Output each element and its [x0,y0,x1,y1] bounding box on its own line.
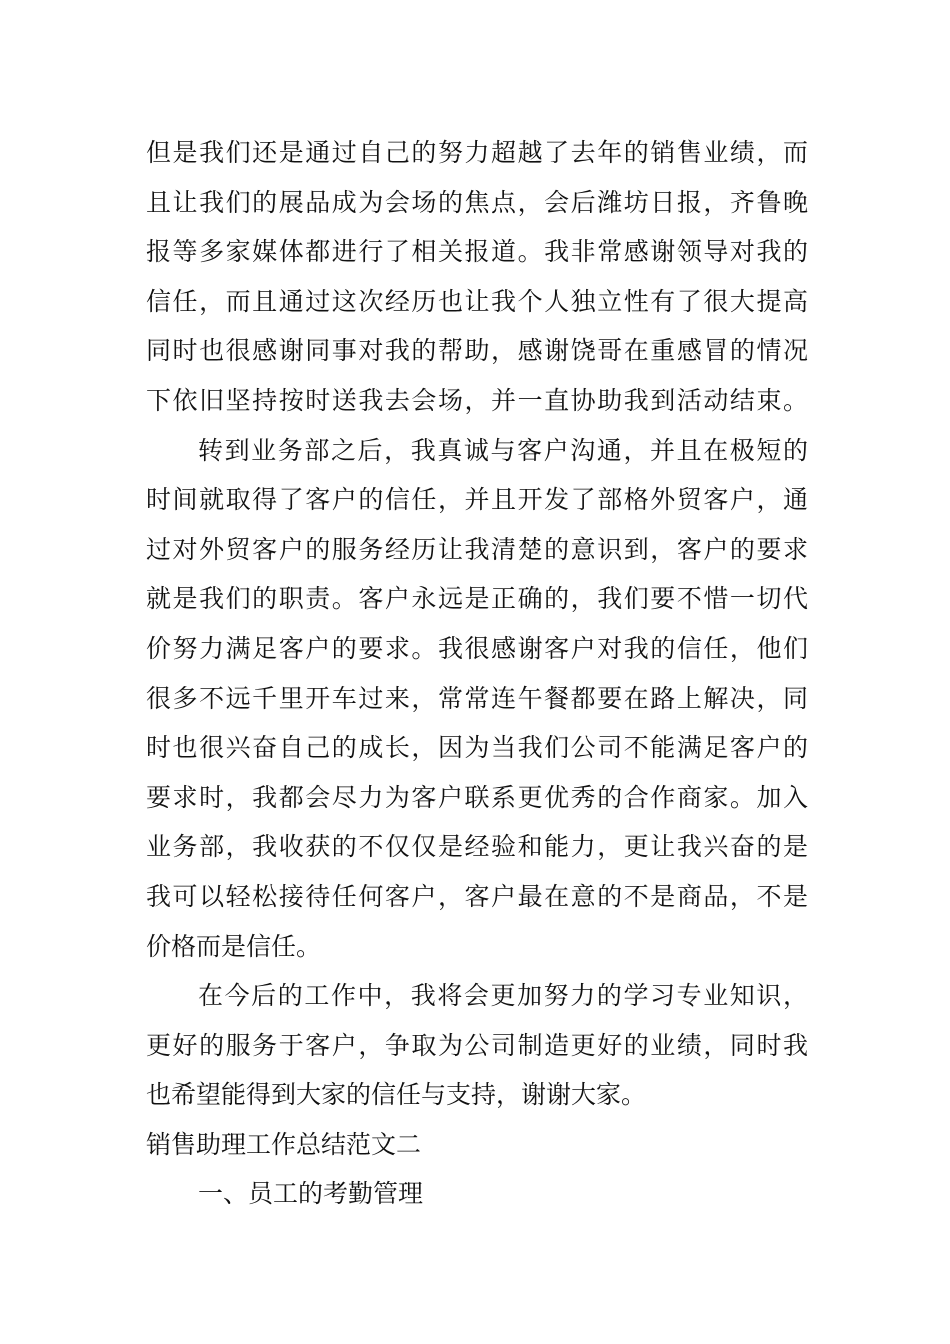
text-line: 下依旧坚持按时送我去会场，并一直协助我到活动结束。 [146,385,808,415]
text-line: 我可以轻松接待任何客户，客户最在意的不是商品，不是 [146,881,808,911]
text-line: 业务部，我收获的不仅仅是经验和能力，更让我兴奋的是 [146,832,808,862]
text-line: 同时也很感谢同事对我的帮助，感谢饶哥在重感冒的情况 [146,336,808,366]
document-body [146,128,808,1219]
text-line: 时也很兴奋自己的成长，因为当我们公司不能满足客户的 [146,733,808,763]
text-line: 也希望能得到大家的信任与支持，谢谢大家。 [146,1080,647,1110]
text-line: 报等多家媒体都进行了相关报道。我非常感谢领导对我的 [146,237,808,267]
text-line: 在今后的工作中，我将会更加努力的学习专业知识， [198,981,808,1011]
paragraph-2 [146,426,808,972]
text-line: 信任，而且通过这次经历也让我个人独立性有了很大提高 [146,286,808,316]
text-line: 很多不远千里开车过来，常常连午餐都要在路上解决，同 [146,683,808,713]
text-line: 但是我们还是通过自己的努力超越了去年的销售业绩，而 [146,138,808,167]
paragraph-1 [146,128,808,426]
text-line: 转到业务部之后，我真诚与客户沟通，并且在极短的 [198,435,808,465]
text-line: 时间就取得了客户的信任，并且开发了部格外贸客户，通 [146,485,808,515]
text-line: 过对外贸客户的服务经历让我清楚的意识到，客户的要求 [146,534,808,564]
text-line: 就是我们的职责。客户永远是正确的，我们要不惜一切代 [146,584,808,614]
text-line: 且让我们的展品成为会场的焦点，会后潍坊日报，齐鲁晚 [146,187,808,217]
text-line: 价努力满足客户的要求。我很感谢客户对我的信任，他们 [146,633,808,663]
text-line: 更好的服务于客户，争取为公司制造更好的业绩，同时我 [146,1030,808,1060]
section-title: 销售助理工作总结范文二 [146,1129,422,1159]
subheading: 一、员工的考勤管理 [198,1179,424,1209]
text-line: 要求时，我都会尽力为客户联系更优秀的合作商家。加入 [146,782,808,812]
text-line: 价格而是信任。 [146,931,322,961]
paragraph-3 [146,971,808,1120]
